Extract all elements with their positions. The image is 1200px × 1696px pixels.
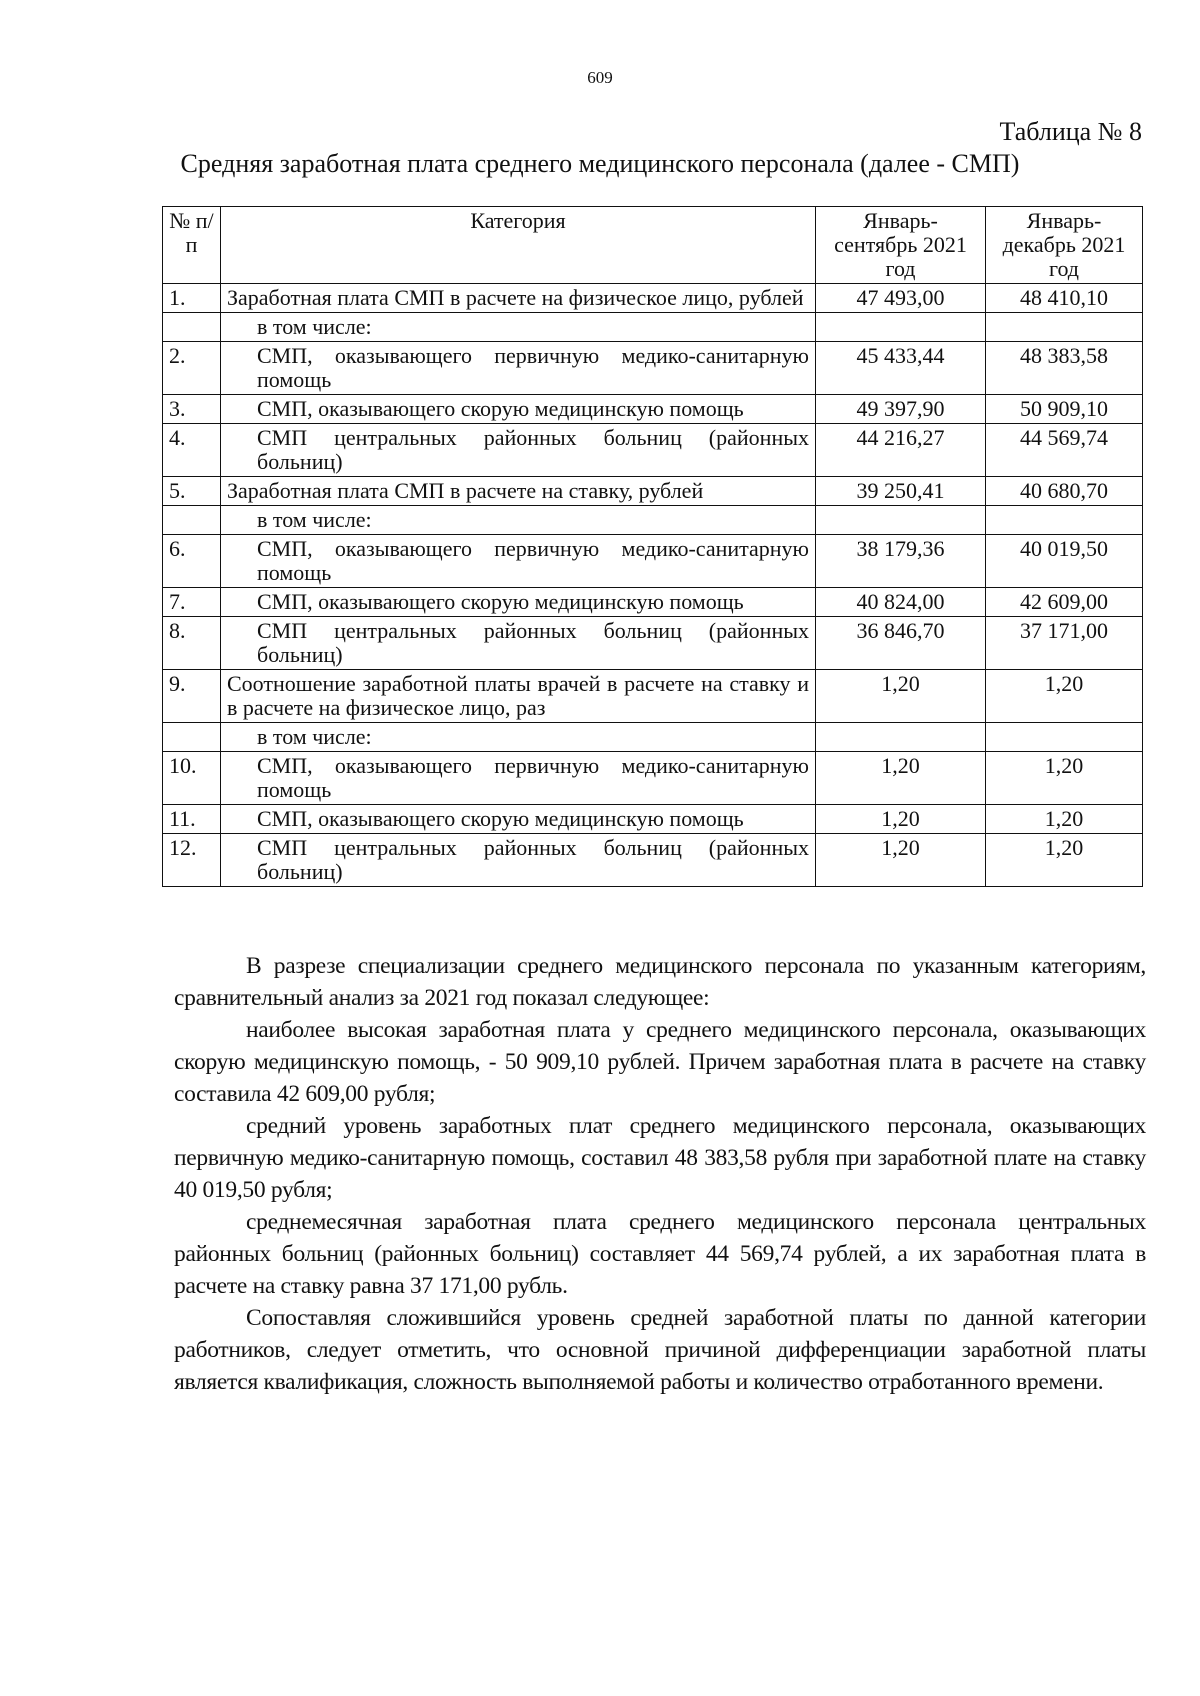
row-category: СМП центральных районных больниц (районных больниц) <box>221 617 816 670</box>
row-number: 9. <box>163 670 221 723</box>
table-row <box>163 723 1143 752</box>
row-value-period1: 36 846,70 <box>816 617 986 670</box>
body-paragraph: В разрезе специализации среднего медицинского персонала по указанным категориям, сравнительный анализ за 2021 год показал следующее: <box>174 953 1146 1011</box>
row-value-period2: 1,20 <box>986 805 1143 834</box>
table-row <box>163 617 1143 670</box>
row-value-period1: 49 397,90 <box>816 395 986 424</box>
table-row <box>163 284 1143 313</box>
row-value-period1 <box>816 506 986 535</box>
table-row <box>163 752 1143 805</box>
row-number <box>163 506 221 535</box>
salary-table <box>162 206 1143 887</box>
row-category: в том числе: <box>221 313 816 342</box>
row-number: 12. <box>163 834 221 887</box>
body-paragraph: среднемесячная заработная плата среднего медицинского персонала центральных районных больниц (районных больниц) составляет 44 569,74 рублей, а их заработная плата в расчете на ставку равна 37 171,00 рубль. <box>174 1209 1146 1299</box>
row-value-period2: 40 680,70 <box>986 477 1143 506</box>
row-value-period1: 1,20 <box>816 805 986 834</box>
header-period2: Январь-декабрь 2021 год <box>986 207 1143 284</box>
row-value-period1 <box>816 313 986 342</box>
row-category: Заработная плата СМП в расчете на физическое лицо, рублей <box>221 284 816 313</box>
row-value-period1: 45 433,44 <box>816 342 986 395</box>
row-number: 10. <box>163 752 221 805</box>
row-number: 7. <box>163 588 221 617</box>
row-number: 5. <box>163 477 221 506</box>
body-paragraph: Сопоставляя сложившийся уровень средней заработной платы по данной категории работников, следует отметить, что основной причиной дифференциации заработной платы является квалификация, сложность выполняемой работы и количество отработанного времени. <box>174 1305 1146 1395</box>
row-number: 6. <box>163 535 221 588</box>
body-text <box>174 950 1146 1398</box>
row-category: СМП, оказывающего скорую медицинскую помощь <box>221 395 816 424</box>
table-row <box>163 588 1143 617</box>
row-number: 4. <box>163 424 221 477</box>
table-title: Средняя заработная плата среднего медицинского персонала (далее - СМП) <box>180 149 1020 178</box>
table-header <box>163 207 1143 284</box>
table-row <box>163 395 1143 424</box>
row-value-period2: 37 171,00 <box>986 617 1143 670</box>
table-row <box>163 805 1143 834</box>
table-row <box>163 535 1143 588</box>
header-period1: Январь-сентябрь 2021 год <box>816 207 986 284</box>
row-category: СМП центральных районных больниц (районных больниц) <box>221 834 816 887</box>
row-number <box>163 723 221 752</box>
row-category: Заработная плата СМП в расчете на ставку, рублей <box>221 477 816 506</box>
row-value-period2: 44 569,74 <box>986 424 1143 477</box>
row-number: 1. <box>163 284 221 313</box>
row-value-period2: 50 909,10 <box>986 395 1143 424</box>
table-body <box>163 284 1143 887</box>
row-value-period1: 47 493,00 <box>816 284 986 313</box>
row-category: в том числе: <box>221 506 816 535</box>
row-number: 2. <box>163 342 221 395</box>
row-number: 3. <box>163 395 221 424</box>
header-category: Категория <box>221 207 816 284</box>
row-value-period1: 44 216,27 <box>816 424 986 477</box>
row-category: СМП центральных районных больниц (районных больниц) <box>221 424 816 477</box>
table-row <box>163 506 1143 535</box>
row-number <box>163 313 221 342</box>
row-category: СМП, оказывающего скорую медицинскую помощь <box>221 588 816 617</box>
row-category: СМП, оказывающего первичную медико-санитарную помощь <box>221 535 816 588</box>
row-value-period2 <box>986 506 1143 535</box>
row-value-period2: 1,20 <box>986 752 1143 805</box>
table-row <box>163 342 1143 395</box>
table-label: Таблица № 8 <box>999 117 1142 146</box>
row-category: в том числе: <box>221 723 816 752</box>
row-value-period1: 1,20 <box>816 670 986 723</box>
table-row <box>163 670 1143 723</box>
row-value-period2: 42 609,00 <box>986 588 1143 617</box>
header-num: № п/п <box>163 207 221 284</box>
row-value-period2 <box>986 313 1143 342</box>
table-row <box>163 834 1143 887</box>
row-value-period2: 48 410,10 <box>986 284 1143 313</box>
row-value-period1: 1,20 <box>816 752 986 805</box>
row-number: 8. <box>163 617 221 670</box>
row-category: Соотношение заработной платы врачей в расчете на ставку и в расчете на физическое лицо, раз <box>221 670 816 723</box>
row-category: СМП, оказывающего первичную медико-санитарную помощь <box>221 752 816 805</box>
table-row <box>163 477 1143 506</box>
body-paragraph: средний уровень заработных плат среднего медицинского персонала, оказывающих первичную медико-санитарную помощь, составил 48 383,58 рубля при заработной плате на ставку 40 019,50 рубля; <box>174 1113 1146 1203</box>
table-row <box>163 313 1143 342</box>
table-row <box>163 424 1143 477</box>
row-value-period2: 40 019,50 <box>986 535 1143 588</box>
row-value-period1: 40 824,00 <box>816 588 986 617</box>
row-value-period2 <box>986 723 1143 752</box>
body-paragraph: наиболее высокая заработная плата у среднего медицинского персонала, оказывающих скорую медицинскую помощь, - 50 909,10 рублей. Причем заработная плата в расчете на ставку составила 42 609,00 рубля; <box>174 1017 1146 1107</box>
row-category: СМП, оказывающего первичную медико-санитарную помощь <box>221 342 816 395</box>
row-number: 11. <box>163 805 221 834</box>
page-number: 609 <box>587 68 613 87</box>
row-value-period1: 39 250,41 <box>816 477 986 506</box>
row-value-period2: 48 383,58 <box>986 342 1143 395</box>
row-category: СМП, оказывающего скорую медицинскую помощь <box>221 805 816 834</box>
row-value-period1: 1,20 <box>816 834 986 887</box>
row-value-period1 <box>816 723 986 752</box>
row-value-period1: 38 179,36 <box>816 535 986 588</box>
row-value-period2: 1,20 <box>986 670 1143 723</box>
row-value-period2: 1,20 <box>986 834 1143 887</box>
